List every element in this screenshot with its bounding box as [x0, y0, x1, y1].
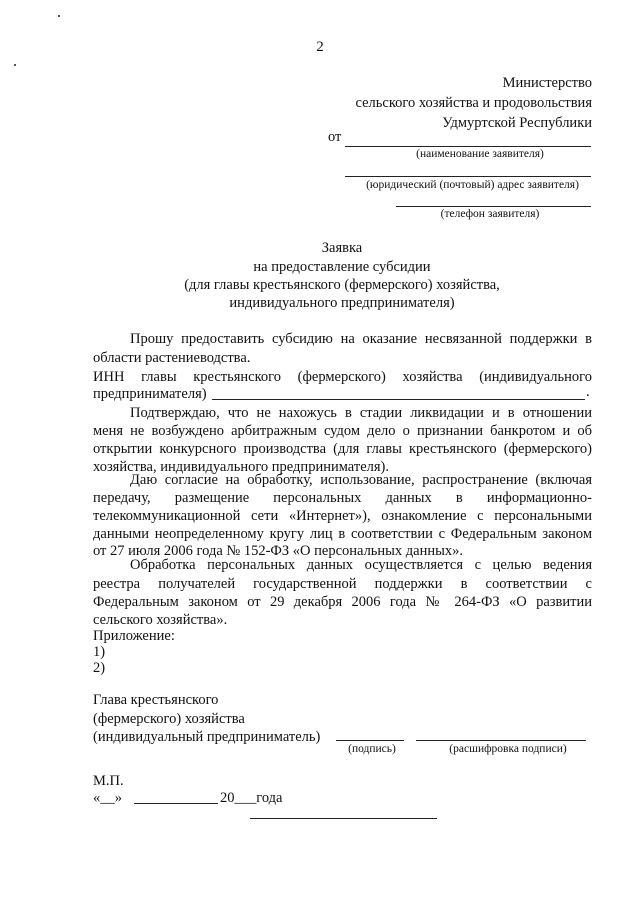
addressee-line-1: Министерство [502, 75, 592, 91]
signature-title-line-3: (индивидуальный предприниматель) [93, 729, 321, 745]
bottom-rule [250, 818, 437, 819]
attachments-label: Приложение: [93, 628, 175, 644]
title-line-3: (для главы крестьянского (фермерского) хозяйства, [184, 277, 500, 293]
p3-line-1: Подтверждаю, что не нахожусь в стадии ликвидации и в отношении [130, 405, 592, 421]
applicant-name-line[interactable] [345, 146, 591, 147]
p3-line-4: хозяйства, индивидуального предпринимателя). [93, 459, 389, 475]
p4-line-5: от 27 июля 2006 года № 152-ФЗ «О персональных данных». [93, 543, 463, 559]
applicant-address-caption: (юридический (почтовый) адрес заявителя) [366, 179, 579, 191]
p4-line-3: телекоммуникационной сети «Интернет»), ознакомление с персональными [93, 508, 592, 524]
from-label: от [328, 129, 342, 145]
signature-name-caption: (расшифровка подписи) [449, 743, 567, 755]
signature-caption: (подпись) [348, 743, 396, 755]
p4-line-1: Даю согласие на обработку, использование, распространение (включая [130, 472, 592, 488]
p5-line-1: Обработка персональных данных осуществляется с целью ведения [130, 557, 592, 573]
page-number: 2 [316, 39, 324, 55]
title-line-4: индивидуального предпринимателя) [229, 295, 455, 311]
addressee-line-2: сельского хозяйства и продовольствия [355, 95, 592, 111]
p4-line-2: передачу, размещение персональных данных в информационно- [93, 490, 592, 506]
scan-mark [58, 15, 60, 17]
applicant-phone-caption: (телефон заявителя) [440, 208, 540, 220]
p2-line-1: ИНН главы крестьянского (фермерского) хозяйства (индивидуального [93, 369, 592, 385]
p5-line-4: сельского хозяйства». [93, 612, 228, 628]
p3-line-2: меня не возбуждено арбитражным судом дело о признании банкротом и об [93, 423, 592, 439]
signature-line[interactable] [336, 740, 404, 741]
inn-input-line[interactable] [212, 399, 585, 400]
date-month-line[interactable] [134, 803, 218, 804]
addressee-line-3: Удмуртской Республики [442, 115, 592, 131]
p2-line-2: предпринимателя) [93, 386, 207, 402]
attachment-1: 1) [93, 644, 106, 660]
signature-title-line-2: (фермерского) хозяйства [93, 711, 245, 727]
applicant-name-caption: (наименование заявителя) [416, 148, 544, 160]
signature-title-line-1: Глава крестьянского [93, 692, 219, 708]
p5-line-2: реестра получателей государственной поддержки в соответствии с [93, 576, 592, 592]
title-line-1: Заявка [321, 240, 363, 256]
inn-line-end: . [586, 384, 590, 400]
attachment-2: 2) [93, 660, 106, 676]
applicant-address-line[interactable] [345, 176, 591, 177]
applicant-phone-line[interactable] [396, 206, 591, 207]
signature-name-line[interactable] [416, 740, 586, 741]
p3-line-3: открытии конкурсного производства (для главы крестьянского (фермерского) [93, 441, 592, 457]
title-line-2: на предоставление субсидии [253, 259, 431, 275]
p5-line-3: Федеральным законом от 29 декабря 2006 года № 264-ФЗ «О развитии [93, 594, 592, 610]
p1-line-1: Прошу предоставить субсидию на оказание несвязанной поддержки в [130, 331, 592, 347]
p4-line-4: данными неопределенному кругу лиц в соответствии с Федеральным законом [93, 526, 592, 542]
date-year: 20___года [220, 790, 283, 806]
date-day: «__» [93, 790, 122, 806]
seal-label: М.П. [93, 773, 124, 789]
scan-mark [14, 64, 16, 66]
p1-line-2: области растениеводства. [93, 350, 251, 366]
